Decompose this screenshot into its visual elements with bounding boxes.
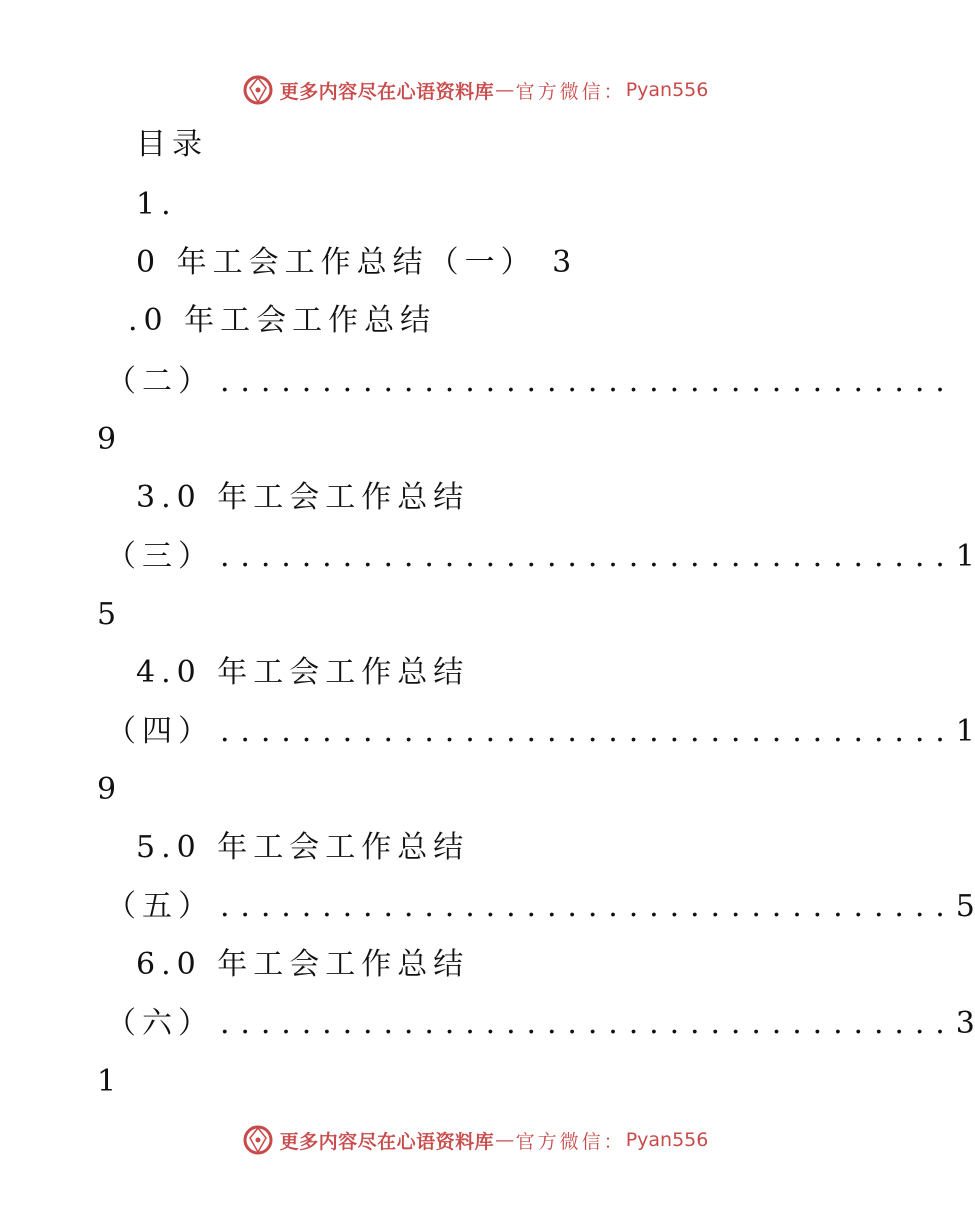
- toc-leader-dots: ....................................: [220, 539, 956, 574]
- header-watermark: [0, 70, 950, 110]
- toc-line-5: 4.0 年工会工作总结: [136, 655, 470, 690]
- toc-row-label: （二）: [106, 364, 214, 399]
- toc-wrap-3: 5: [97, 597, 123, 632]
- watermark-wechat-id: Pyan556: [625, 79, 709, 101]
- toc-row-3: [106, 537, 975, 577]
- toc-line-3: .0 年工会工作总结: [128, 303, 437, 338]
- toc-row-label: （四）: [106, 714, 214, 749]
- toc-leader-dots: ....................................: [220, 1006, 956, 1041]
- toc-page-number: 1: [955, 539, 975, 574]
- toc-wrap-2: 9: [97, 422, 123, 457]
- toc-page-number: 3: [955, 1006, 975, 1041]
- toc-row-4: [106, 712, 975, 752]
- toc-line-6: 5.0 年工会工作总结: [136, 830, 470, 865]
- toc-page-number: 1: [955, 714, 975, 749]
- watermark-text: 更多内容尽在心语资料库: [279, 80, 495, 103]
- toc-row-5: [106, 887, 975, 927]
- toc-row-label: （五）: [106, 889, 214, 924]
- watermark-wechat-label: 官方微信：: [515, 1130, 626, 1153]
- watermark-text: 更多内容尽在心语资料库: [279, 1130, 495, 1153]
- toc-line-1: 1.: [136, 187, 177, 222]
- toc-line-7: 6.0 年工会工作总结: [136, 947, 470, 982]
- toc-wrap-6: 1: [97, 1064, 123, 1099]
- toc-row-2: [106, 362, 956, 402]
- pen-nib-logo-icon: [242, 74, 274, 106]
- toc-row-6: [106, 1004, 975, 1044]
- toc-line-4: 3.0 年工会工作总结: [136, 480, 470, 515]
- toc-wrap-4: 9: [97, 772, 123, 807]
- toc-line-2: 0 年工会工作总结（一） 3: [136, 245, 578, 280]
- watermark-wechat-label: 官方微信：: [515, 80, 626, 103]
- pen-nib-logo-icon: [242, 1124, 274, 1156]
- toc-title: 目录: [136, 127, 208, 162]
- toc-row-label: （三）: [106, 539, 214, 574]
- watermark-wechat-id: Pyan556: [625, 1129, 709, 1151]
- toc-row-label: （六）: [106, 1006, 214, 1041]
- footer-watermark: [0, 1120, 950, 1160]
- toc-leader-dots: ....................................: [220, 714, 956, 749]
- toc-page-number: 5: [955, 889, 975, 924]
- toc-leader-dots: ....................................: [220, 889, 956, 924]
- watermark-dash: —: [495, 79, 515, 101]
- toc-leader-dots: ....................................: [220, 364, 956, 399]
- watermark-dash: —: [495, 1129, 515, 1151]
